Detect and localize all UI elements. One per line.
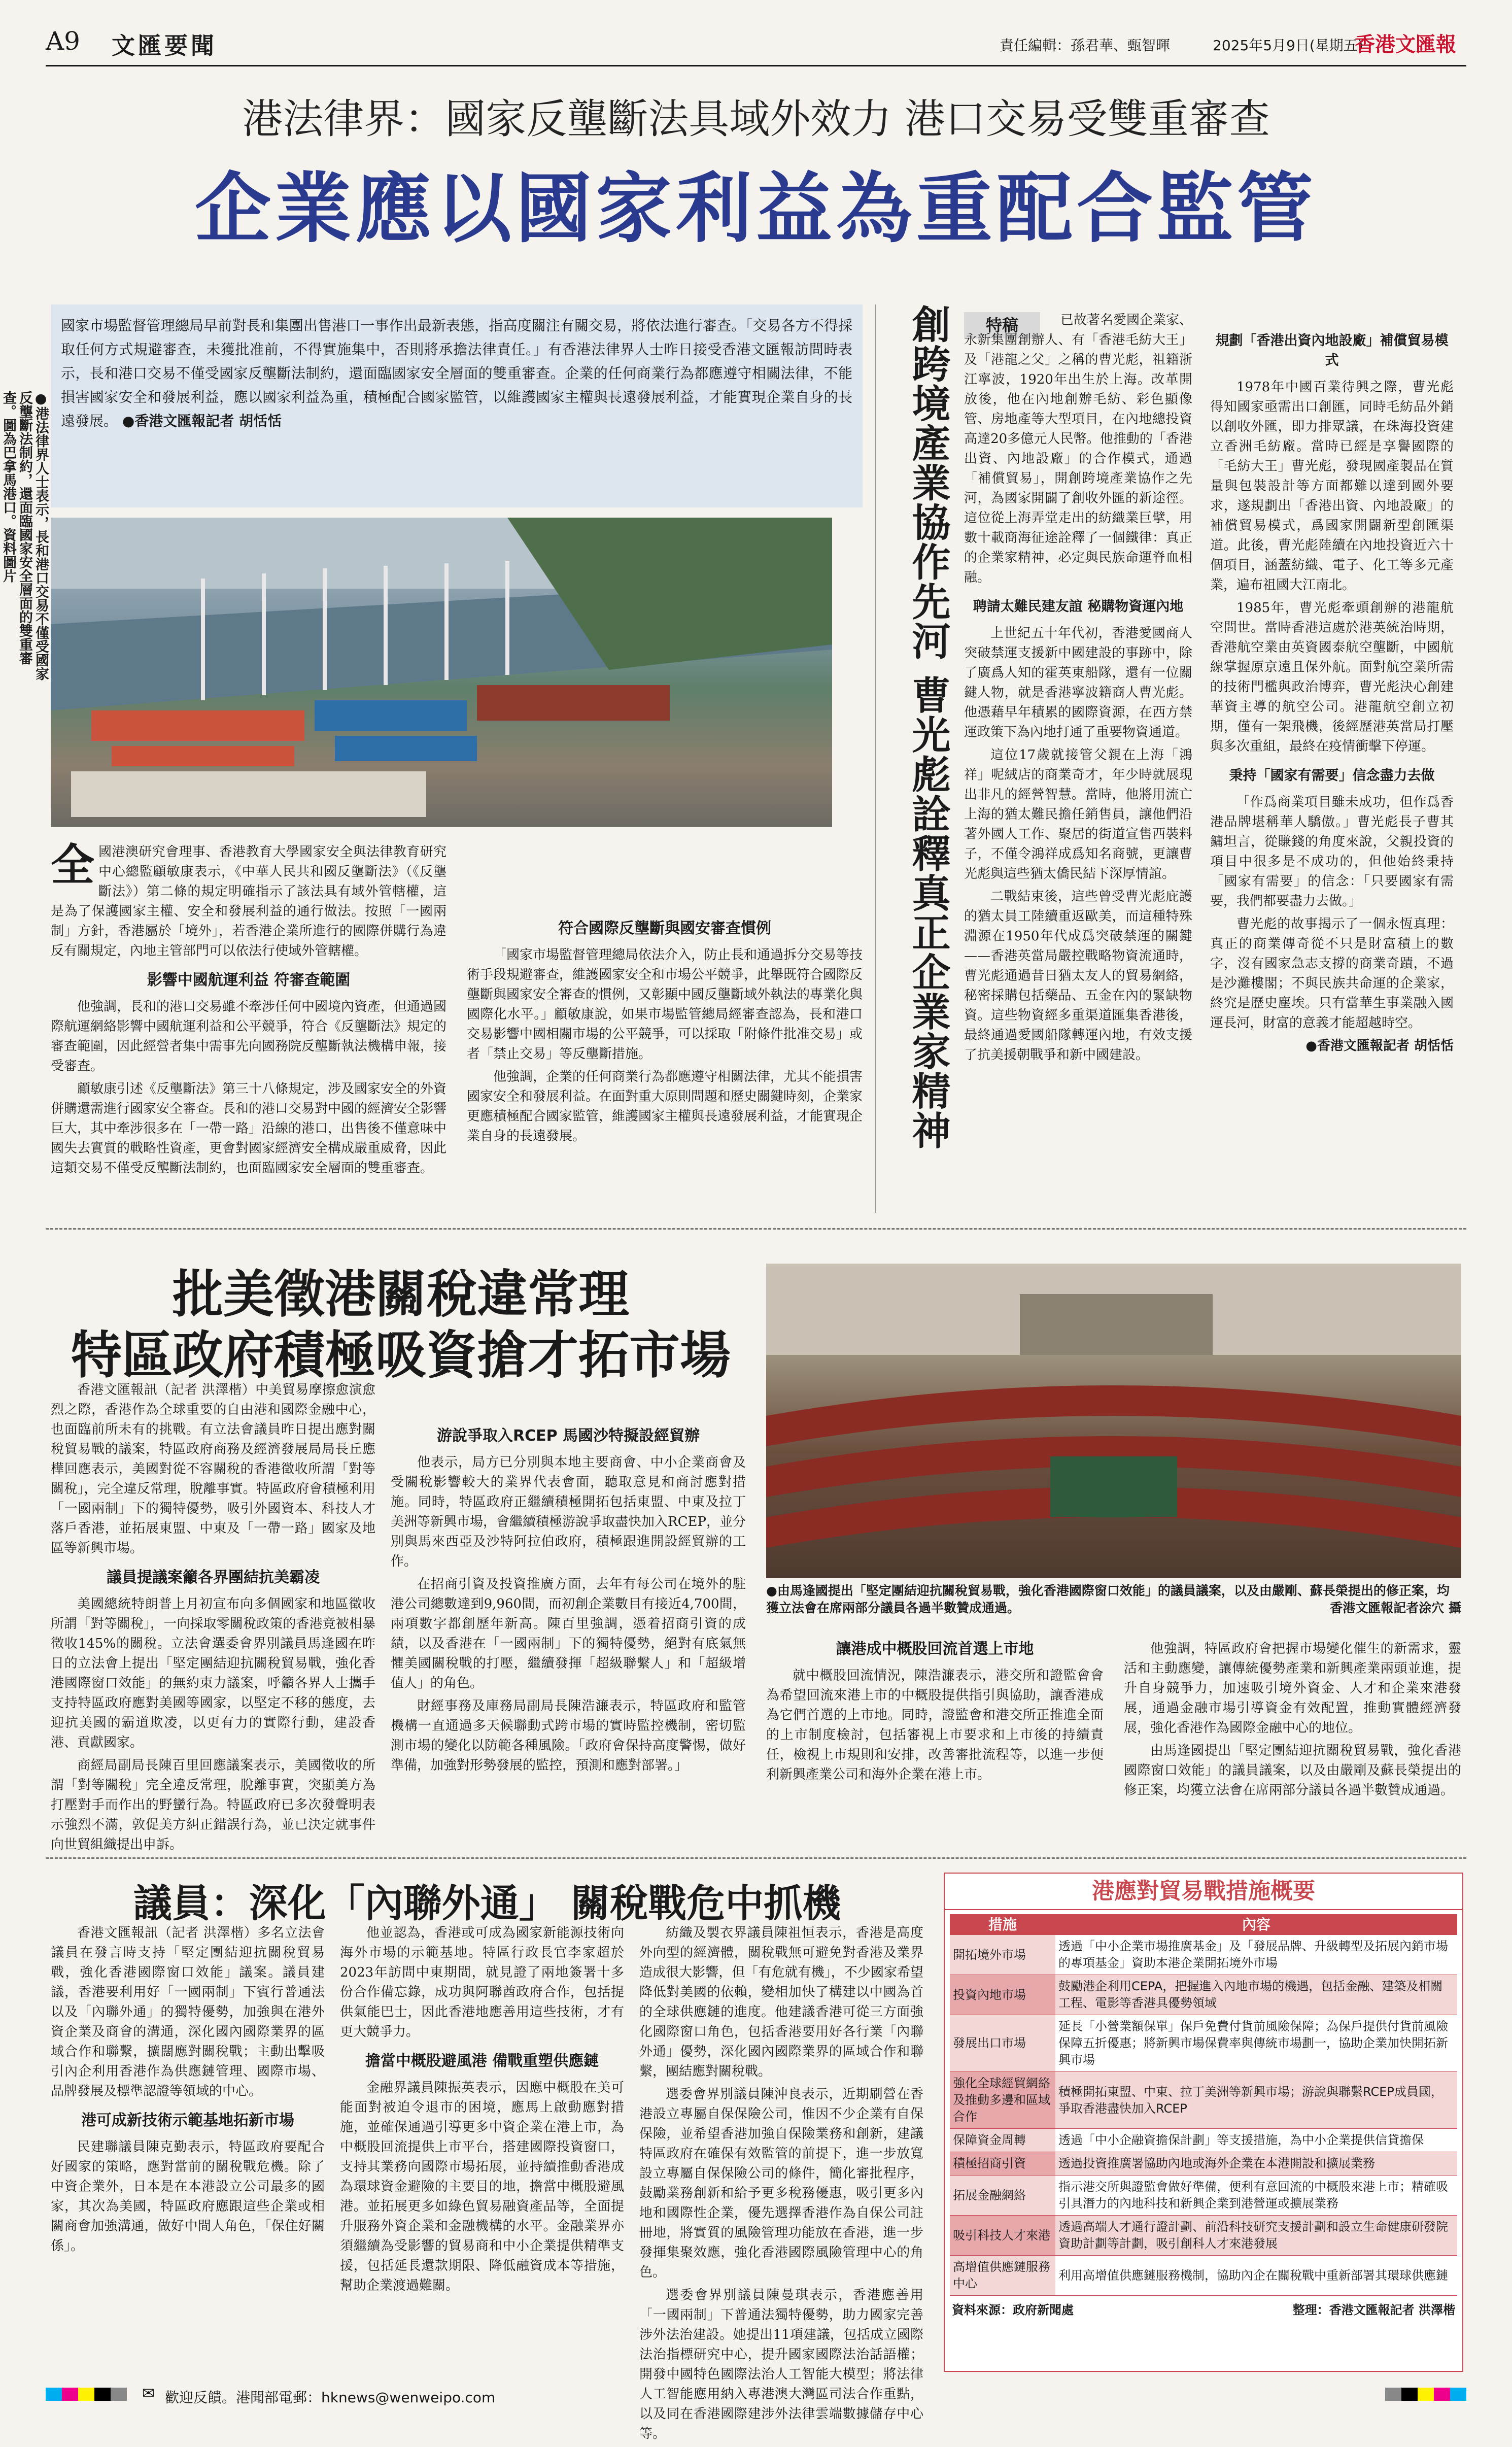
story2-sub3: 讓港成中概股回流首選上市地 (836, 1640, 1034, 1658)
story3-para: 他並認為，香港或可成為國家新能源技術向海外市場的示範基地。特區行政長官李家超於2023年訪問中東期間，就見證了兩地簽署十多份合作備忘錄，成功與阿聯酋政府合作，包括提供氣能巴士，因此香港地應善用這些技術，才有更大競爭力。 (340, 1925, 624, 2040)
story1-para: 全國港澳研究會理事、香港教育大學國家安全與法律教育研究中心總監顧敏康表示，《中華人民共和國反壟斷法》（《反壟斷法》）第二條的規定明確指示了該法具有域外管轄權，這是為了保護國家主權、安全和發展利益的通行做法。按照「一國兩制」方針，香港屬於「境外」，若香港企業所進行的國際併購行為違反有關規定，內地主管部門可以依法行使域外管轄權。 (51, 839, 446, 959)
sidebar-divider (875, 304, 876, 1213)
measures-table-title: 港應對貿易戰措施概要 (945, 1874, 1462, 1910)
sidebar-para: 1985年，曹光彪牽頭創辦的港龍航空問世。當時香港這處於港英統治時期，香港航空業由英資國泰航空壟斷，中國航線掌握原京遠且保外航。面對航空業所需的技術門檻與政治博弈，曹光彪決心創建華資主導的航空公司。港龍航空創立初期，僅有一架飛機，後經歷港英當局打壓與多次重組，最終在疫情衝擊下停運。 (1210, 600, 1454, 754)
story3-headline: 議員：深化「內聯外通」 關稅戰危中抓機 (133, 1881, 841, 1926)
story2-para: 商經局副局長陳百里回應議案表示，美國徵收的所謂「對等關稅」完全違反常理，脫離事實，突顯美方為打壓對手而作出的野蠻行為。特區政府已多次發聲明表示強烈不滿，敦促美方糾正錯誤行為，並已決定就事件向世貿組織提出申訴。 (51, 1758, 375, 1852)
story3-col2 (340, 1923, 624, 2299)
story2-para: 由馬逢國提出「堅定團結迎抗關稅貿易戰，強化香港國際窗口效能」的議員議案，以及由嚴剛及蘇長榮提出的修正案，均獲立法會在席兩部分議員各過半數贊成通過。 (1124, 1743, 1461, 1798)
section-title: 文匯要聞 (112, 32, 217, 59)
story2-col2 (391, 1380, 746, 1779)
story2-para: 就中概股回流情況，陳浩濂表示，港交所和證監會會為希望回流來港上市的中概股提供指引與協助，讓香港成為它們首選的上市地。同時，證監會和港交所正推進全面的上市制度檢討，包括審視上市要求和上市後的持續責任，檢視上市規則和安排，改善審批流程等，以進一步便利新興產業公司和海外企業在港上市。 (766, 1668, 1104, 1782)
table-cell-measure: 高增值供應鏈服務中心 (950, 2256, 1055, 2296)
table-header-content: 內容 (1242, 1916, 1270, 1933)
sidebar-tag: 特稿 (964, 312, 1040, 338)
table-footnote (952, 2300, 1455, 2318)
table-header-row (950, 1914, 1457, 1935)
story1-para: 他強調，長和的港口交易雖不牽涉任何中國境內資產，但通過國際航運網絡影響中國航運利益和公平競爭，符合《反壟斷法》規定的審查範圍，因此經營者集中需事先向國務院反壟斷執法機構申報，接受審查。 (51, 999, 447, 1074)
editors-credit: 責任編輯：孫君華、甄智暉 (1000, 37, 1171, 54)
port-photo (51, 518, 832, 827)
story1-lead-byline: ●香港文匯報記者 胡恬恬 (122, 413, 282, 429)
table-row (950, 2129, 1457, 2152)
table-cell-measure: 吸引科技人才來港 (950, 2216, 1055, 2256)
table-cell-measure: 拓展金融網絡 (950, 2176, 1055, 2216)
header-rule (46, 65, 1466, 66)
table-row (950, 2256, 1457, 2296)
story1-col1 (51, 839, 447, 1181)
sidebar-para: 二戰結束後，這些曾受曹光彪庇護的猶太員工陸續重返歐美，而這種特殊淵源在1950年代成爲突破禁運的關鍵——香港英當局嚴控戰略物資流通時，曹光彪通過昔日猶太友人的貿易網絡，秘密採購包括藥品、五金在內的緊缺物資。這些物資經多重渠道匯集香港後，最終通過愛國船隊轉運內地，有效支援了抗美援朝戰爭和新中國建設。 (964, 889, 1192, 1063)
story1-lead (61, 314, 852, 433)
table-cell-measure: 強化全球經貿網絡及推動多邊和區域合作 (950, 2072, 1055, 2129)
story3-col3 (639, 1923, 923, 2447)
footer-bar (46, 2383, 1466, 2408)
section-divider-1 (46, 1228, 1466, 1230)
story2-para: 他強調，特區政府會把握市場變化催生的新需求，靈活和主動應變，讓傳統優勢產業和新興產業兩頭並進，提升自身競爭力，加速吸引境外資金、人才和企業來港發展，通過金融市場引導資金有效配置，推動實體經濟發展，強化香港作為國際金融中心的地位。 (1124, 1641, 1461, 1736)
table-cell-content: 積極開拓東盟、中東、拉丁美洲等新興市場；游說與聯繫RCEP成員國，爭取香港盡快加入RCEP (1055, 2072, 1457, 2129)
measures-table-box (944, 1873, 1463, 2372)
sidebar-para: 1978年中國百業待興之際，曹光彪得知國家亟需出口創匯，同時毛紡品外銷以創收外匯，即力排眾議，在珠海投資建立香洲毛紡廠。當時已經是享譽國際的「毛紡大王」曹光彪，發現國產製品在質量與包裝設計等方面都難以達到國外要求，遂規劃出「香港出資、內地設廠」的補償貿易模式，爲國家開闢新型創匯渠道。此後，曹光彪陸續在內地投資近六十個項目，涵蓋紡織、電子、化工等多元產業，遍布祖國大江南北。 (1210, 380, 1454, 593)
table-compiler: 整理：香港文匯報記者 洪澤楷 (1292, 2303, 1455, 2317)
table-cell-content: 指示港交所與證監會做好準備，便利有意回流的中概股來港上市；精確吸引具潛力的內地科技和新興企業到港營運或擴展業務 (1058, 2180, 1448, 2211)
sidebar-sub3: 秉持「國家有需要」信念盡力去做 (1229, 768, 1435, 784)
table-cell-measure: 積極招商引資 (950, 2152, 1055, 2176)
story2-headline-1: 批美徵港關稅違常理 (173, 1264, 629, 1324)
table-cell-content: 透過「中小企融資擔保計劃」等支援措施，為中小企業提供信貸擔保 (1058, 2133, 1424, 2147)
table-row (950, 2216, 1457, 2256)
story3-para: 選委會界別議員陳沖良表示，近期刷營在香港設立專屬自保保險公司，惟因不少企業有自保保險，並希望香港加強自保險業務和創新，建議特區政府在確保有效監管的前提下，進一步放寬設立專屬自保保險公司的條件，簡化審批程序，鼓勵業務創新和給予更多稅務優惠，吸引更多內地和國際性企業，優先選擇香港作為自保公司註冊地，將實質的風險管理功能放在香港，進一步發揮集聚效應，強化香港國際風險管理中心的角色。 (639, 2087, 923, 2280)
table-row (950, 2176, 1457, 2216)
table-row (950, 2072, 1457, 2129)
section-divider-2 (46, 1857, 1466, 1859)
story3-para: 選委會界別議員陳曼琪表示，香港應善用「一國兩制」下普通法獨特優勢，助力國家完善涉外法治建設。她提出11項建議，包括成立國際法治指標研究中心，提升國家國際法治話語權；開發中國特色國際法治人工智能大模型；將法律人工智能應用納入專港澳大灣區司法合作重點，以及同在香港國際建涉外法律雲端數據儲存中心等。 (639, 2288, 923, 2441)
sidebar-para: 曹光彪的故事揭示了一個永恆真理：真正的商業傳奇從不只是財富積上的數字，沒有國家急志支撐的商業奇蹟，不過是沙灘樓閣；不與民族共命運的企業家，終究是歷史塵埃。只有當華生事業融入國運長河，財富的意義才能超越時空。 (1210, 916, 1454, 1031)
story1-para: 顧敏康引述《反壟斷法》第三十八條規定，涉及國家安全的外資併購還需進行國家安全審查。長和的港口交易對中國的經濟安全影響巨大，其中牽涉很多在「一帶一路」沿線的港口，出售後不僅意味中國失去實質的戰略性資產，更會對國家經濟安全構成嚴重威脅，因此這類交易不僅受反壟斷法制約，也面臨國家安全層面的雙重審查。 (51, 1081, 447, 1176)
table-cell-measure: 投資內地市場 (950, 1975, 1055, 2015)
story1-headline: 企業應以國家利益為重配合監管 (194, 164, 1317, 253)
sidebar-sub2: 規劃「香港出資內地設廠」補償貿易模式 (1215, 333, 1449, 368)
sidebar-col2 (1210, 311, 1454, 1056)
table-cell-content: 透過投資推廣署協助內地或海外企業在本港開設和擴展業務 (1055, 2152, 1457, 2176)
table-source: 資料來源：政府新聞處 (952, 2303, 1074, 2317)
page-number: A9 (46, 26, 80, 56)
story2-para: 在招商引資及投資推廣方面，去年有每公司在境外的駐港公司總數達到9,960間，而初創企業數目有接近4,700間，兩項數字都創歷年新高。陳百里強調，憑着招商引資的成績，以及香港在「一國兩制」下的獨特優勢，絕對有底氣無懼美國關稅戰的打壓，繼續發揮「超級聯繫人」和「超級增值人」的角色。 (391, 1577, 746, 1691)
table-row (950, 1975, 1457, 2015)
story1-sub1: 影響中國航運利益 符審查範圍 (147, 971, 351, 989)
color-registration-left (46, 2388, 127, 2401)
story3-sub2: 擔當中概股避風港 備戰重塑供應鏈 (365, 2052, 599, 2070)
story2-para: 香港文匯報訊（記者 洪澤楷）中美貿易摩擦愈演愈烈之際，香港作為全球重要的自由港和國際金融中心，也面臨前所未有的挑戰。有立法會議員昨日提出應對關稅貿易戰的議案，特區政府商務及經濟發展局局長丘應樺回應表示，美國對從不容關稅的香港徵收所謂「對等關稅」，完全違反常理，脫離事實。特區政府會積極利用「一國兩制」下的獨特優勢，吸引外國資本、科技人才落戶香港，並拓展東盟、中東及「一帶一路」國家及地區等新興市場。 (51, 1382, 375, 1556)
story2-para: 財經事務及庫務局副局長陳浩濂表示，特區政府和監管機構一直通過多天候聯動式跨市場的實時監控機制，密切監測市場的變化以防範各種風險。「政府會保持高度警惕，做好準備，加強對形勢發展的監控，預測和應對部署。」 (391, 1698, 746, 1773)
table-cell-content: 利用高增值供應鏈服務機制，協助內企在關稅戰中重新部署其環球供應鏈 (1058, 2268, 1448, 2283)
story1-para: 「國家市場監督管理總局依法介入，防止長和通過拆分交易等技術手段規避審查，維護國家安全和市場公平競爭，此舉既符合國際反壟斷與國家安全審查的慣例，又彰顯中國反壟斷域外執法的專業化與國際化水平。」顧敏康說，如果市場監管總局經審查認為，長和港口交易影響中國相關市場的公平競爭，可以採取「附條件批准交易」或者「禁止交易」等反壟斷措施。 (467, 947, 863, 1062)
footer-feedback[interactable]: 歡迎反饋。港聞部電郵：hknews@wenweipo.com (165, 2389, 496, 2406)
sidebar-byline: ●香港文匯報記者 胡恬恬 (1305, 1038, 1454, 1053)
port-photo-caption: ●港法律界人士表示，長和港口交易不僅受國家反壟斷法制約，還面臨國家安全層面的雙重審查。圖為巴拿馬港口。資料圖片 (1, 391, 49, 681)
issue-date: 2025年5月9日(星期五) (1213, 37, 1363, 54)
table-cell-content: 鼓勵港企利用CEPA，把握進入內地市場的機遇，包括金融、建築及相關工程、電影等香港具優勢領域 (1055, 1975, 1457, 2015)
table-cell-content: 延長「小營業額保單」保戶免費付貨前風險保障；為保戶提供付貨前風險保障五折優惠；將新興市場保費率與傳統市場劃一，協助企業加快開拓新興市場 (1058, 2019, 1448, 2067)
story3-para: 金融界議員陳振英表示，因應中概股在美可能面對被迫令退市的困境，應馬上啟動應對措施，並確保通過引導更多中資企業在港上市，為中概股回流提供上市平台，搭建國際投資窗口，支持其業務向國際市場拓展，並持續推動香港成為環球資金避險的主要目的地，擔當中概股避風港。並拓展更多如綠色貿易融資產品等，全面提升服務外資企業和金融機構的水平。金融業界亦須繼續為受影響的貿易商和中小企業提供精準支援，包括延長還款期限、降低融資成本等措施，幫助企業渡過難關。 (340, 2080, 624, 2293)
table-cell-measure: 發展出口市場 (950, 2015, 1055, 2072)
sidebar-para: 已故著名愛國企業家、永新集團創辦人、有「香港毛紡大王」及「港龍之父」之稱的曹光彪，祖籍浙江寧波，1920年出生於上海。改革開放後，他在內地創辦毛紡、彩色顯像管、房地產等大型項目，在內地總投資高達20多億元人民幣。他推動的「香港出資、內地設廠」的合作模式，通過「補償貿易」，開創跨境產業協作之先河，為國家開闢了創收外匯的新途徑。這位從上海弄堂走出的紡織業巨擘，用數十載商海征途詮釋了一個鐵律：真正的企業家精神，必定與民族命運脊血相融。 (964, 313, 1193, 585)
story3-para: 民建聯議員陳克勤表示，特區政府要配合好國家的策略，應對當前的關稅戰危機。除了中資企業外，日本是在本港設立公司最多的國家，其次為美國，特區政府應跟這些企業或相關商會加強溝通，做好中間人角色，「保住好關係」。 (51, 2139, 325, 2254)
measures-table (950, 1914, 1457, 2296)
story1-col2 (467, 842, 863, 1149)
table-cell-content: 透過「中小企業市場推廣基金」及「發展品牌、升級轉型及拓展內銷市場的專項基金」資助本港企業開拓境外市場 (1058, 1939, 1448, 1970)
legco-photo-caption (766, 1582, 1461, 1617)
table-row (950, 1935, 1457, 1975)
table-cell-measure: 開拓境外市場 (950, 1935, 1055, 1975)
story2-sub1: 議員提議案籲各界團結抗美霸凌 (107, 1569, 320, 1586)
legco-photo-credit: 香港文匯報記者涂穴 攝 (1330, 1601, 1461, 1615)
sidebar-para: 「作爲商業項目雖未成功，但作爲香港品牌堪稱華人驕傲。」曹光彪長子曹其鏞坦言，從賺錢的角度來說，父親投資的項目中很多是不成功的，但他始終秉持「國家有需要」的信念：「只要國家有需要，我們都要盡力去做。」 (1210, 795, 1454, 909)
table-cell-content: 透過高端人才通行證計劃、前沿科技研究支援計劃和設立生命健康研發院資助計劃等計劃，吸引創科人才來港發展 (1055, 2216, 1457, 2256)
table-row (950, 2152, 1457, 2176)
sidebar-para: 上世紀五十年代初，香港愛國商人突破禁運支援新中國建設的事跡中，除了廣爲人知的霍英東船隊，還有一位關鍵人物，就是香港寧波籍商人曹光彪。他憑藉早年積累的國際資源，在西方禁運政策下為內地打通了重要物資通道。 (964, 626, 1192, 740)
masthead-logo: 香港文匯報 (1355, 33, 1456, 56)
story1-kicker: 港法律界：國家反壟斷法具域外效力 港口交易受雙重審查 (242, 95, 1270, 143)
story2-headline-2: 特區政府積極吸資搶才拓市場 (71, 1325, 731, 1385)
legco-caption-text: ●由馬逢國提出「堅定團結迎抗關稅貿易戰，強化香港國際窗口效能」的議員議案，以及由嚴剛、蘇長榮提出的修正案，均獲立法會在席兩部分議員各過半數贊成通過。 (766, 1583, 1450, 1615)
legco-photo (766, 1264, 1461, 1578)
story2-col1 (51, 1380, 375, 1858)
sidebar-para: 這位17歲就接管父親在上海「鴻祥」呢絨店的商業奇才，年少時就展現出非凡的經營智慧。當時，他將用流亡上海的猶太難民擔任銷售員，讓他們沿著外國人工作、聚居的街道宣售西裝料子，不僅令鴻祥成爲知名商號，更讓曹光彪與這些猶太僑民結下深厚情誼。 (964, 747, 1192, 881)
story2-sub2: 游說爭取入RCEP 馬國沙特擬設經貿辦 (436, 1427, 700, 1445)
story1-sub2: 符合國際反壟斷與國安審查慣例 (558, 920, 771, 937)
story3-para: 紡織及製衣界議員陳祖恒表示，香港是高度外向型的經濟體，關稅戰無可避免對香港及業界造成很大影響，但「有危就有機」，不少國家希望降低對美國的依賴，變相加快了構建以中國為首的全球供應鏈的進度。他建議香港可從三方面強化國際窗口角色，包括香港要用好各行業「內聯外通」優勢，深化國內國際業界的區域合作和聯繫，團結應對關稅戰。 (639, 1925, 923, 2079)
story2-para: 美國總統特朗普上月初宣布向多個國家和地區徵收所謂「對等關稅」，一向採取零關稅政策的香港竟被相暴徵收145%的關稅。立法會選委會界別議員馬逢國在昨日的立法會上提出「堅定團結迎抗關稅貿易戰，強化香港國際窗口效能」的無約束力議案，呼籲各界人士攜手支持特區政府應對美國等國家，以堅定不移的態度，去迎抗美國的霸道欺凌，以更有力的實際行動，建設香港、貢獻國家。 (51, 1596, 375, 1750)
story1-para: 他強調，企業的任何商業行為都應遵守相關法律，尤其不能損害國家安全和發展利益。在面對重大原則問題和歷史關鍵時刻，企業家更應積極配合國家監管，維護國家主權與長遠發展利益，才能實現企業自身的長遠發展。 (467, 1069, 863, 1144)
table-row (950, 2015, 1457, 2072)
sidebar-col1 (964, 311, 1192, 1068)
story1-lead-text: 國家市場監督管理總局早前對長和集團出售港口一事作出最新表態，指高度關注有關交易，將依法進行審查。「交易各方不得採取任何方式規避審查，未獲批准前，不得實施集中，否則將承擔法律責任。」有香港法律界人士昨日接受香港文匯報訪問時表示，長和港口交易不僅受國家反壟斷法制約，還面臨國家安全層面的雙重審查。企業的任何商業行為都應遵守相關法律，不能損害國家安全和發展利益，應以國家利益為重，積極配合國家監管，以維護國家主權與長遠發展利益，才能實現企業自身的長遠發展。 (61, 317, 852, 429)
color-registration-right (1385, 2388, 1466, 2401)
page-header (46, 24, 1466, 65)
table-header-measure: 措施 (988, 1916, 1017, 1933)
story3-para: 香港文匯報訊（記者 洪澤楷）多名立法會議員在發言時支持「堅定團結迎抗關稅貿易戰，強化香港國際窗口效能」議案。議員建議，香港要利用好「一國兩制」下賓行普通法以及「內聯外通」的獨特優勢，加強與在港外資企業及商會的溝通，深化國內國際業界的區域合作和聯繫，擴闊應對關稅戰；主動出擊吸引內企利用香港作為供應鏈管理、國際市場、品牌發展及標準認證等領域的中心。 (51, 1925, 325, 2099)
story2-para: 他表示，局方已分別與本地主要商會、中小企業商會及受關稅影響較大的業界代表會面，聽取意見和商討應對措施。同時，特區政府正繼續積極開拓包括東盟、中東及拉丁美洲等新興市場，會繼續積極游說爭取盡快加入RCEP，並分別與馬來西亞及沙特阿拉伯政府，積極跟進開設經貿辦的工作。 (391, 1455, 746, 1569)
sidebar-title: 創跨境產業協作先河 曹光彪詮釋真正企業家精神 (906, 304, 951, 1150)
story3-sub1: 港可成新技術示範基地拓新市場 (81, 2112, 294, 2129)
story2-col3 (766, 1639, 1461, 1800)
sidebar-sub1: 聘請太難民建友誼 秘購物資運內地 (973, 599, 1184, 615)
mail-icon: ✉ (142, 2385, 155, 2402)
story3-col1 (51, 1923, 325, 2259)
port-photo-art (51, 518, 832, 827)
legco-photo-art (766, 1264, 1461, 1578)
table-cell-measure: 保障資金周轉 (950, 2129, 1055, 2152)
